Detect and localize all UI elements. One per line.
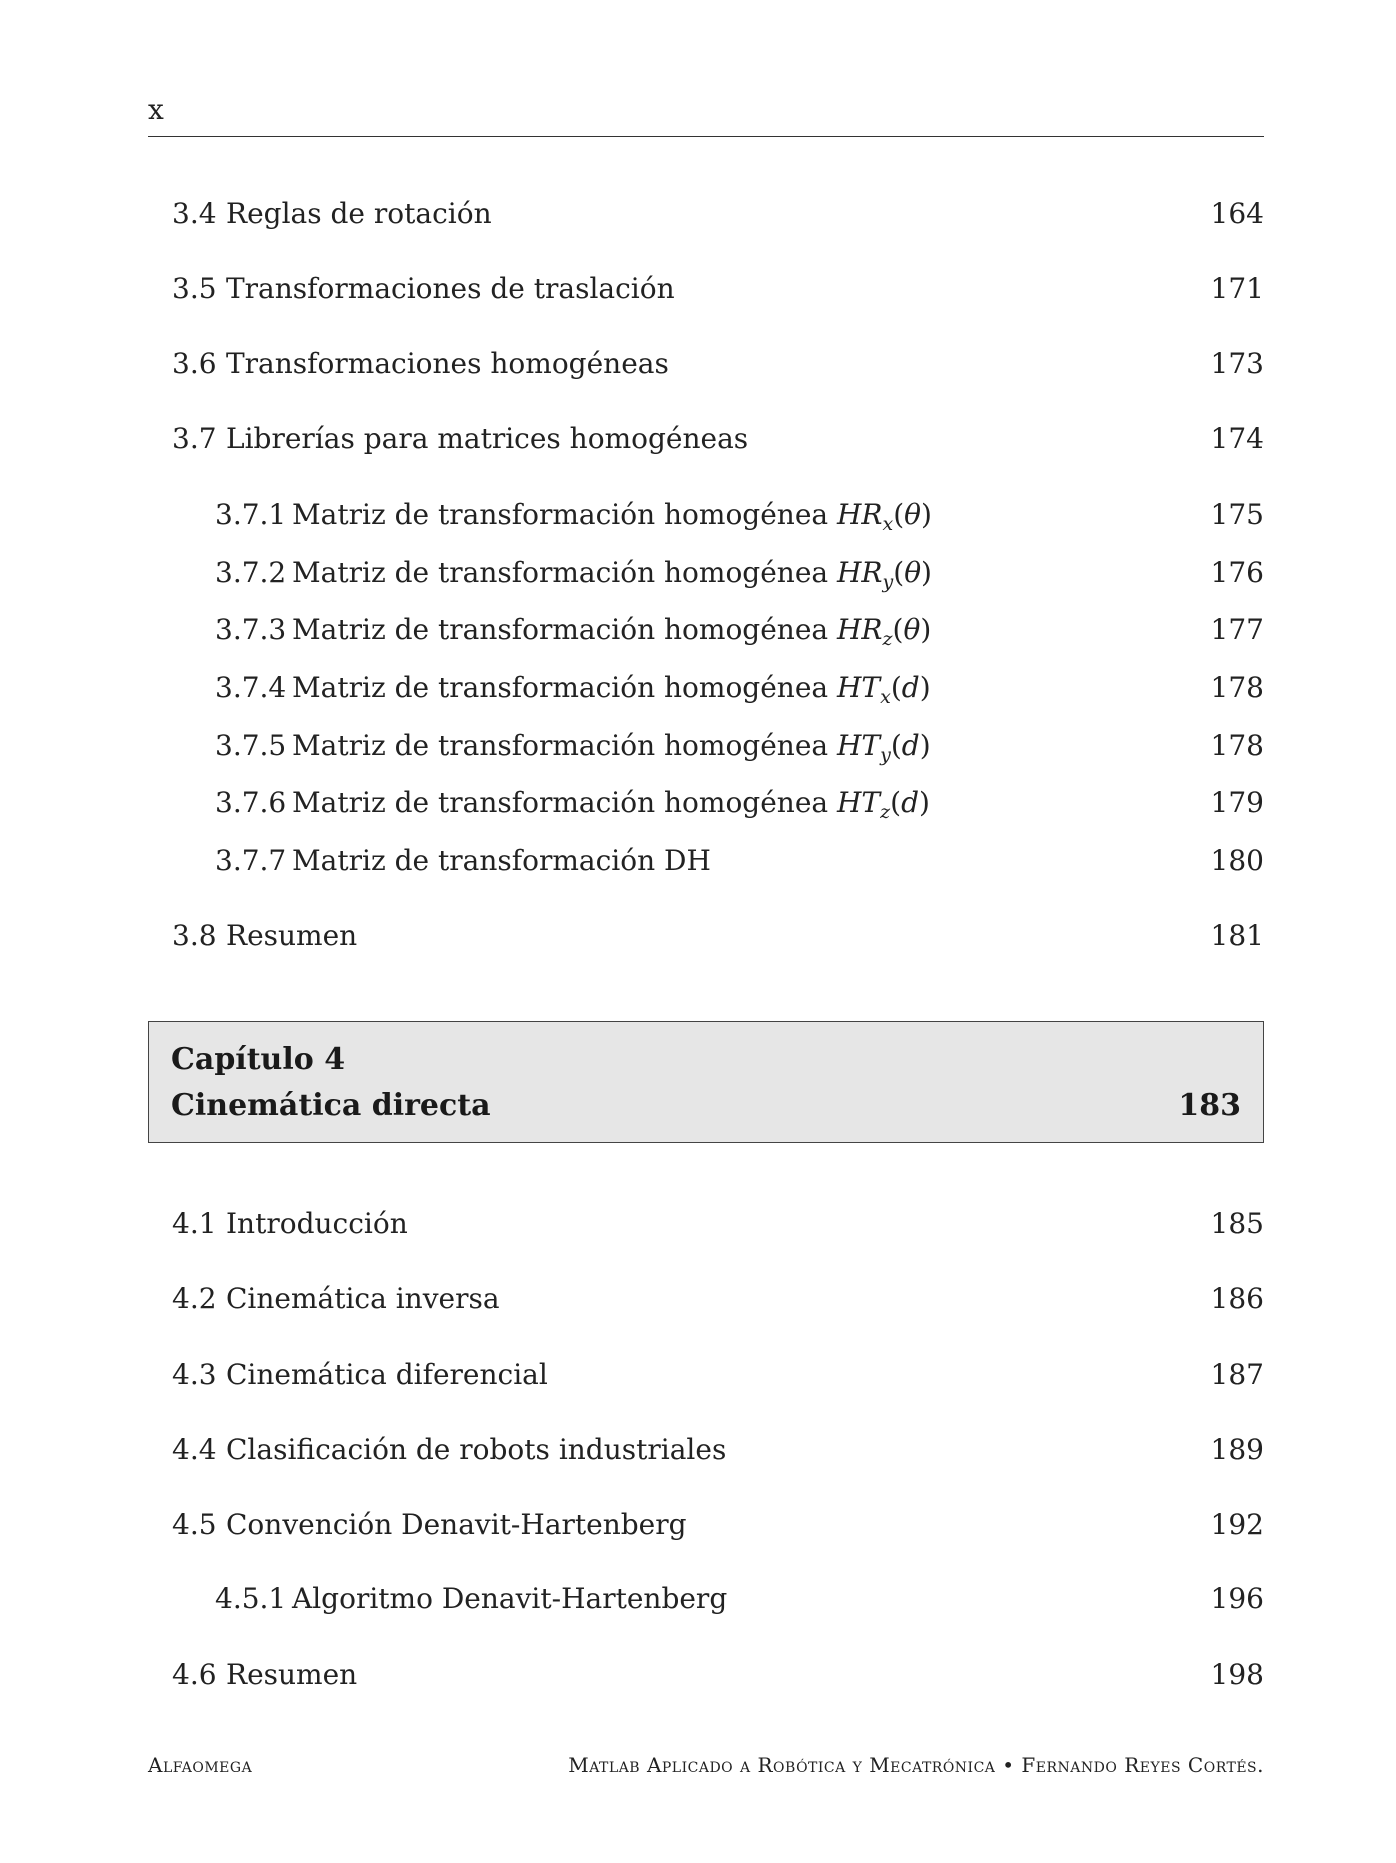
toc-entry-4-3[interactable] (148, 1355, 1264, 1395)
subsection-number: 3.7.4 (215, 671, 287, 704)
toc-entry-3-7-5[interactable] (148, 726, 1264, 766)
math-expression: $HR_x(\theta)$ (837, 498, 932, 535)
footer-book-author: Matlab Aplicado a Robótica y Mecatrónica • Fernando Reyes Cortés. (568, 1753, 1264, 1777)
section-title: Resumen (226, 1658, 358, 1691)
section-number: 4.1 (172, 1207, 217, 1240)
toc-entry-3-7[interactable] (148, 419, 1264, 459)
toc-entry-3-5[interactable] (148, 269, 1264, 309)
page-number-header: x (148, 93, 164, 126)
subsection-page: 178 (1210, 729, 1264, 762)
subsection-number: 3.7.7 (215, 844, 287, 877)
toc-entry-3-7-4[interactable] (148, 668, 1264, 708)
math-expression: $HT_x(d)$ (837, 671, 931, 708)
footer-publisher: Alfaomega (148, 1753, 253, 1777)
section-number: 4.5 (172, 1508, 217, 1541)
section-number: 3.8 (172, 919, 217, 952)
toc-entry-4-5[interactable] (148, 1505, 1264, 1545)
subsection-title-text: Matriz de transformación homogénea (292, 786, 829, 819)
subsection-page: 180 (1210, 844, 1264, 877)
section-number: 4.2 (172, 1282, 217, 1315)
subsection-title (292, 495, 932, 535)
toc-entry-3-7-7[interactable] (148, 841, 1264, 881)
section-number: 3.6 (172, 347, 217, 380)
section-title: Reglas de rotación (226, 197, 492, 230)
section-number: 3.7 (172, 422, 217, 455)
section-page: 185 (1210, 1207, 1264, 1240)
math-expression: $HR_y(\theta)$ (837, 556, 932, 593)
subsection-page: 178 (1210, 671, 1264, 704)
toc-entry-3-7-2[interactable] (148, 553, 1264, 593)
section-page: 173 (1210, 347, 1264, 380)
section-title: Transformaciones de traslación (226, 272, 675, 305)
toc-entry-3-6[interactable] (148, 344, 1264, 384)
subsection-title-text: Matriz de transformación homogénea (292, 671, 829, 704)
subsection-number: 3.7.3 (215, 613, 287, 646)
toc-entry-3-7-3[interactable] (148, 610, 1264, 650)
subsection-title-text: Matriz de transformación homogénea (292, 613, 829, 646)
subsection-title-text: Matriz de transformación homogénea (292, 729, 829, 762)
subsection-title-text: Matriz de transformación homogénea (292, 556, 829, 589)
subsection-number: 3.7.2 (215, 556, 287, 589)
section-title: Transformaciones homogéneas (226, 347, 669, 380)
section-number: 4.4 (172, 1433, 217, 1466)
chapter-label: Capítulo 4 (171, 1042, 346, 1077)
section-page: 174 (1210, 422, 1264, 455)
subsection-title: Algoritmo Denavit-Hartenberg (292, 1582, 728, 1615)
subsection-title (292, 726, 931, 766)
section-page: 189 (1210, 1433, 1264, 1466)
math-expression: $HR_z(\theta)$ (837, 613, 932, 650)
section-title: Convención Denavit-Hartenberg (226, 1508, 687, 1541)
subsection-number: 3.7.1 (215, 498, 287, 531)
toc-entry-4-5-1[interactable] (148, 1579, 1264, 1619)
header-rule (148, 136, 1264, 137)
section-title: Introducción (226, 1207, 408, 1240)
section-page: 181 (1210, 919, 1264, 952)
subsection-title (292, 610, 931, 650)
toc-entry-4-2[interactable] (148, 1279, 1264, 1319)
chapter-title: Cinemática directa (171, 1088, 491, 1123)
section-number: 4.3 (172, 1358, 217, 1391)
toc-entry-3-4[interactable] (148, 194, 1264, 234)
section-page: 164 (1210, 197, 1264, 230)
subsection-title: Matriz de transformación DH (292, 844, 711, 877)
toc-entry-4-1[interactable] (148, 1204, 1264, 1244)
subsection-title-text: Matriz de transformación homogénea (292, 498, 829, 531)
subsection-title (292, 553, 932, 593)
toc-entry-3-8[interactable] (148, 916, 1264, 956)
subsection-title (292, 668, 931, 708)
section-title: Resumen (226, 919, 358, 952)
section-page: 198 (1210, 1658, 1264, 1691)
section-number: 4.6 (172, 1658, 217, 1691)
subsection-number: 3.7.6 (215, 786, 287, 819)
toc-entry-3-7-6[interactable] (148, 783, 1264, 823)
subsection-number: 4.5.1 (215, 1582, 287, 1615)
section-title: Librerías para matrices homogéneas (226, 422, 749, 455)
toc-entry-3-7-1[interactable] (148, 495, 1264, 535)
section-number: 3.4 (172, 197, 217, 230)
subsection-page: 179 (1210, 786, 1264, 819)
subsection-page: 177 (1210, 613, 1264, 646)
subsection-title (292, 783, 930, 823)
section-number: 3.5 (172, 272, 217, 305)
section-page: 186 (1210, 1282, 1264, 1315)
subsection-page: 196 (1210, 1582, 1264, 1615)
subsection-page: 176 (1210, 556, 1264, 589)
chapter-page: 183 (1178, 1088, 1241, 1123)
section-title: Cinemática diferencial (226, 1358, 548, 1391)
section-page: 192 (1210, 1508, 1264, 1541)
section-page: 187 (1210, 1358, 1264, 1391)
toc-entry-4-6[interactable] (148, 1655, 1264, 1695)
math-expression: $HT_y(d)$ (837, 729, 931, 766)
toc-entry-4-4[interactable] (148, 1430, 1264, 1470)
subsection-page: 175 (1210, 498, 1264, 531)
section-title: Clasificación de robots industriales (226, 1433, 727, 1466)
section-page: 171 (1210, 272, 1264, 305)
subsection-number: 3.7.5 (215, 729, 287, 762)
math-expression: $HT_z(d)$ (837, 786, 930, 823)
chapter-heading-box[interactable] (148, 1021, 1264, 1143)
section-title: Cinemática inversa (226, 1282, 500, 1315)
